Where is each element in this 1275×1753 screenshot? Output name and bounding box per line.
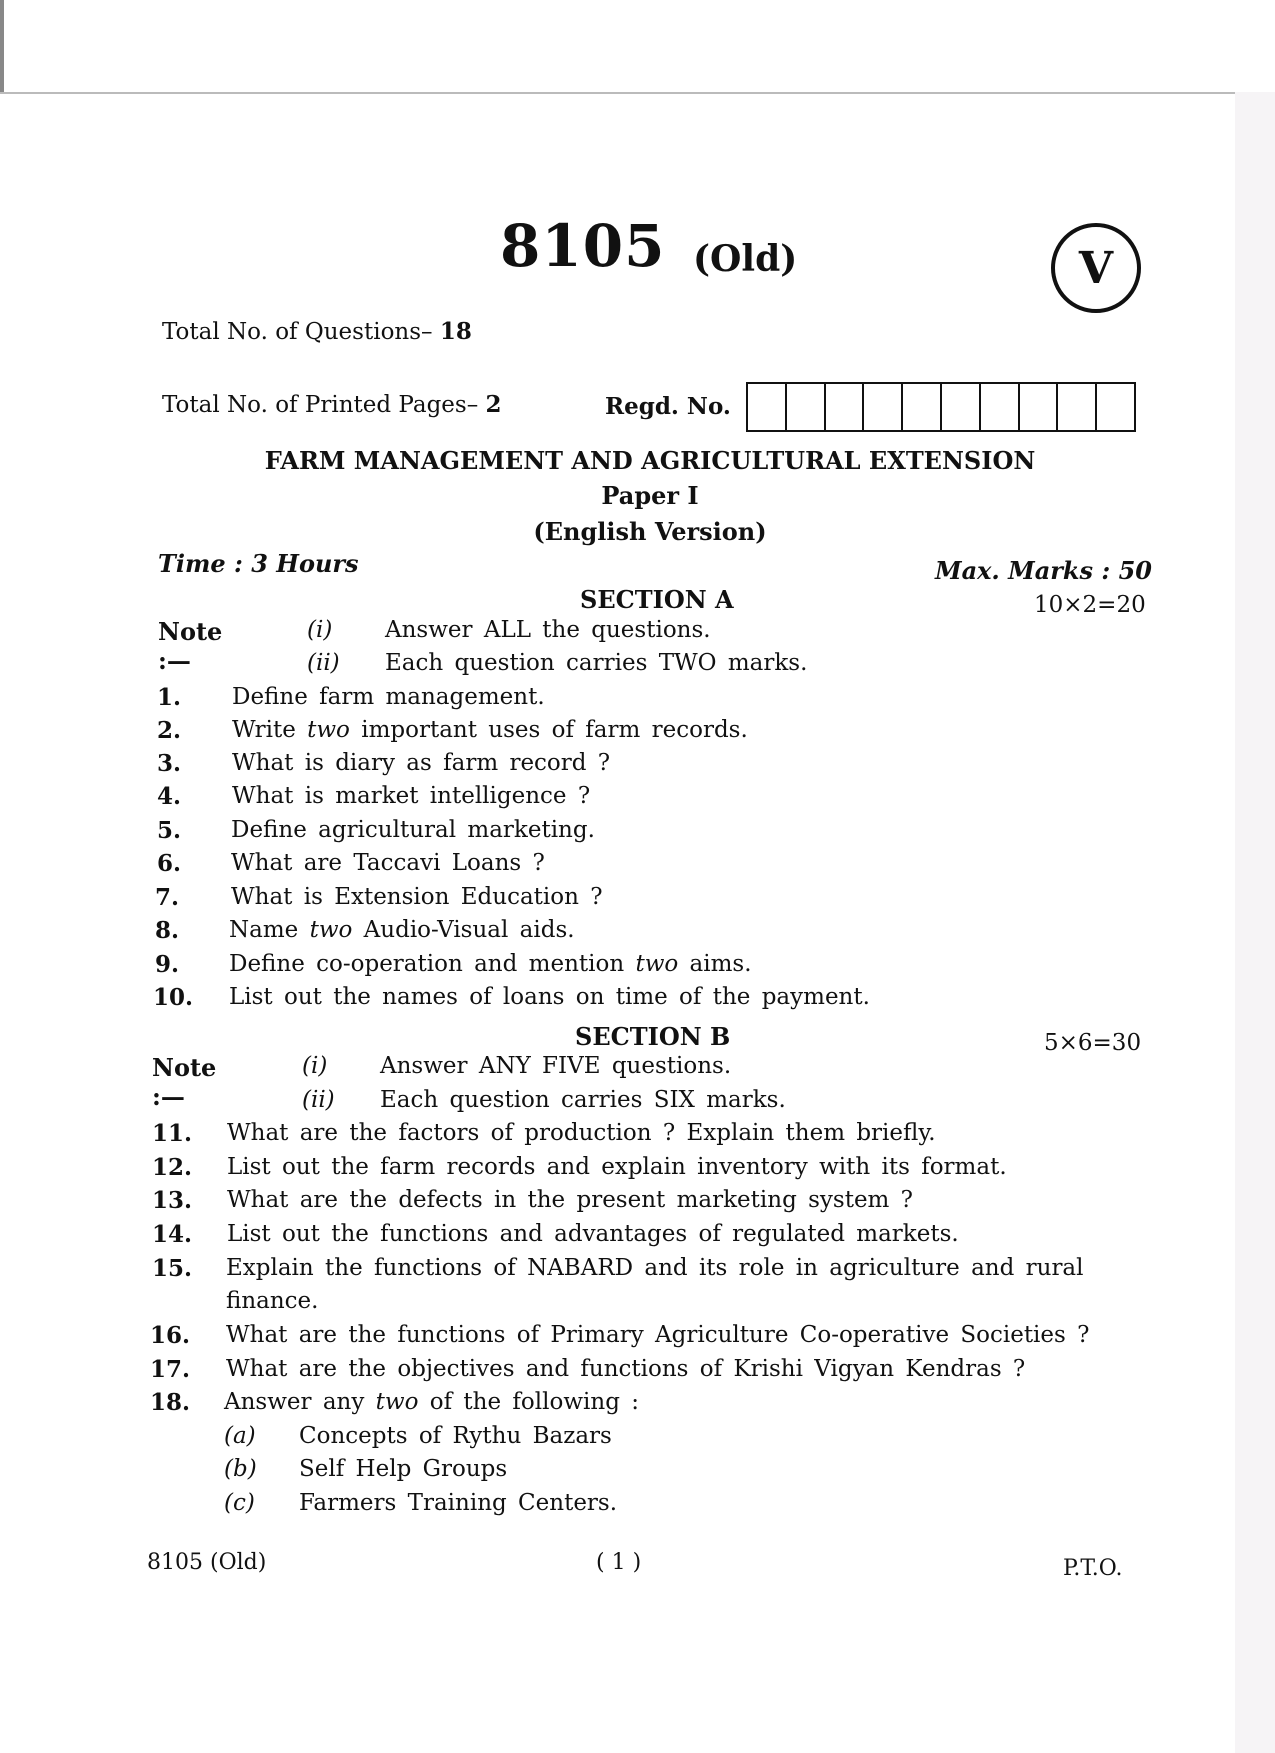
max-marks: Max. Marks : 50 (935, 556, 1153, 585)
section-b-title: SECTION B (575, 1022, 731, 1051)
regd-digit-box (864, 384, 903, 430)
please-turn-over: P.T.O. (1063, 1556, 1123, 1581)
question-number: 15. (152, 1255, 193, 1282)
subject-title: FARM MANAGEMENT AND AGRICULTURAL EXTENSION (264, 446, 1036, 475)
total-questions (162, 318, 472, 345)
question-number: 3. (157, 750, 182, 777)
question-number: 4. (157, 783, 182, 810)
sub-option-letter: (b) (224, 1456, 257, 1482)
note-roman: (ii) (307, 650, 340, 676)
version-badge: V (1051, 223, 1141, 313)
question-text: What are the objectives and functions of Krishi Vigyan Kendras ? (226, 1356, 1026, 1382)
note-roman: (i) (307, 617, 333, 643)
question-text: List out the farm records and explain inventory with its format. (227, 1154, 1007, 1180)
question-number: 7. (155, 884, 180, 911)
question-text: What is Extension Education ? (231, 884, 603, 910)
total-pages-label: Total No. of Printed Pages– (162, 392, 479, 418)
question-text: Define farm management. (232, 684, 545, 710)
regd-digit-box (748, 384, 787, 430)
scan-edge (0, 92, 1245, 94)
regd-digit-box (1097, 384, 1134, 430)
note-text: Each question carries TWO marks. (385, 650, 808, 676)
question-text: What are the functions of Primary Agriculture Co-operative Societies ? (226, 1322, 1090, 1348)
question-text: Write two important uses of farm records. (232, 717, 748, 743)
question-number: 14. (152, 1221, 193, 1248)
note-label: Note :— (158, 617, 223, 675)
regd-digit-box (787, 384, 826, 430)
paper-number: Paper I (601, 481, 699, 510)
question-number: 2. (157, 717, 182, 744)
question-number: 9. (155, 951, 180, 978)
regd-digit-box (942, 384, 981, 430)
section-b-marks: 5×6=30 (1044, 1030, 1142, 1056)
question-number: 17. (150, 1356, 191, 1383)
sub-option-text: Farmers Training Centers. (299, 1490, 618, 1516)
regd-number-boxes (746, 382, 1136, 432)
regd-digit-box (1020, 384, 1059, 430)
question-text: List out the names of loans on time of the payment. (229, 984, 870, 1010)
question-number: 10. (153, 984, 194, 1011)
question-text: Define co-operation and mention two aims. (229, 951, 752, 977)
question-text: List out the functions and advantages of regulated markets. (227, 1221, 959, 1247)
page-number: ( 1 ) (596, 1550, 642, 1575)
note-text: Each question carries SIX marks. (380, 1087, 786, 1113)
paper-tag: (Old) (693, 238, 798, 280)
footer-paper-code: 8105 (Old) (147, 1550, 267, 1575)
note-text: Answer ANY FIVE questions. (380, 1053, 732, 1079)
question-text: What are Taccavi Loans ? (231, 850, 545, 876)
question-text: What are the defects in the present marketing system ? (227, 1187, 914, 1213)
scan-margin (1235, 92, 1275, 1753)
note-roman: (i) (302, 1053, 328, 1079)
question-number: 8. (155, 917, 180, 944)
sub-option-text: Self Help Groups (299, 1456, 508, 1482)
question-number: 6. (157, 850, 182, 877)
question-number: 13. (152, 1187, 193, 1214)
regd-digit-box (903, 384, 942, 430)
question-number: 5. (157, 817, 182, 844)
total-questions-label: Total No. of Questions– (162, 319, 433, 345)
paper-code: 8105 (500, 212, 666, 280)
sub-option-text: Concepts of Rythu Bazars (299, 1423, 612, 1449)
question-text: What is market intelligence ? (232, 783, 591, 809)
total-pages (162, 391, 502, 418)
sub-option-letter: (a) (224, 1423, 256, 1449)
question-number: 11. (152, 1120, 193, 1147)
note-roman: (ii) (302, 1087, 335, 1113)
total-pages-value: 2 (485, 391, 502, 418)
question-number: 16. (150, 1322, 191, 1349)
language-version: (English Version) (533, 517, 767, 546)
question-number: 12. (152, 1154, 193, 1181)
time-allowed: Time : 3 Hours (158, 549, 359, 578)
sub-option-letter: (c) (224, 1490, 255, 1516)
note-text: Answer ALL the questions. (385, 617, 711, 643)
total-questions-value: 18 (439, 318, 472, 345)
section-a-title: SECTION A (580, 585, 734, 614)
question-text: What are the factors of production ? Explain them briefly. (227, 1120, 936, 1146)
question-number: 18. (150, 1389, 191, 1416)
question-text: Answer any two of the following : (224, 1389, 639, 1415)
section-a-marks: 10×2=20 (1034, 592, 1146, 618)
regd-label: Regd. No. (605, 393, 731, 420)
question-text: What is diary as farm record ? (232, 750, 611, 776)
regd-digit-box (981, 384, 1020, 430)
scan-edge (0, 0, 4, 92)
question-number: 1. (157, 684, 182, 711)
question-text: Define agricultural marketing. (231, 817, 595, 843)
question-text: Explain the functions of NABARD and its role in agriculture and rural (226, 1255, 1084, 1281)
regd-digit-box (1058, 384, 1097, 430)
note-label: Note :— (152, 1053, 217, 1111)
regd-digit-box (826, 384, 865, 430)
question-text: Name two Audio-Visual aids. (229, 917, 575, 943)
question-text-continued: finance. (226, 1288, 319, 1314)
